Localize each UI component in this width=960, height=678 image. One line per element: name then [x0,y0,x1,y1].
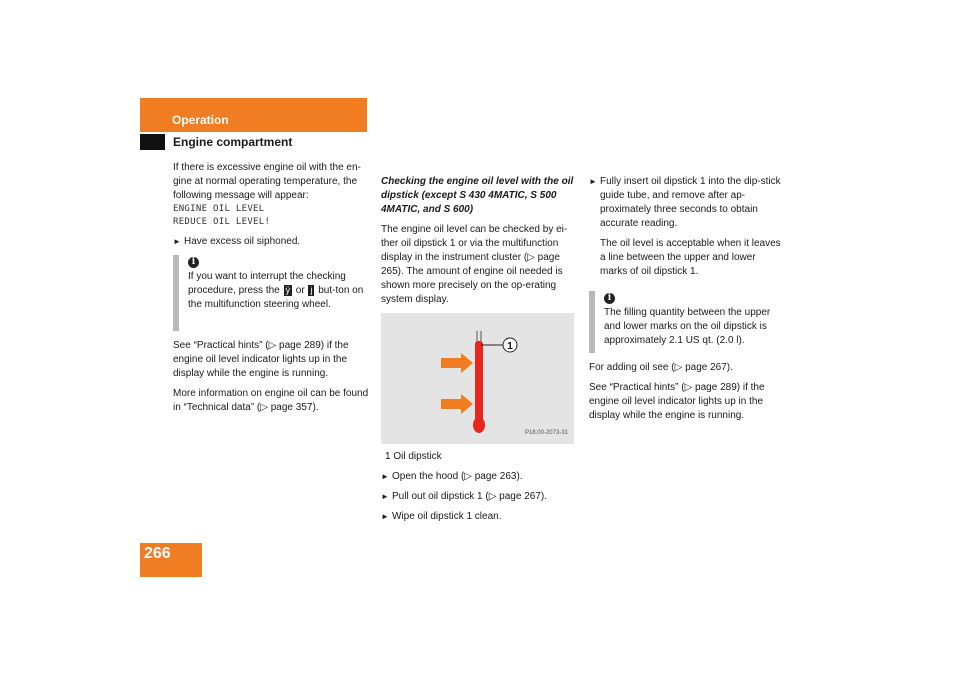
bullet-text: Wipe oil dipstick 1 clean. [392,511,502,522]
dipstick-illustration [381,313,574,444]
column-2 [381,175,576,524]
note-text-pre: If you want to interrupt the checking procedure, press the [188,271,346,296]
bullet-arrow-icon: ► [173,237,181,246]
dipstick-intro-text: The engine oil level can be checked by ei-ther oil dipstick 1 or via the multifunction display in the instrument cluster (▷ page 265). The amount of engine oil needed is shown more precisely on the op-erating system display. [381,224,568,305]
subsection-title: Engine compartment [173,135,293,149]
bullet-item [381,490,576,504]
practical-hints-text: See “Practical hints” (▷ page 289) if the engine oil level indicator lights up in the display while the engine is running. [173,340,349,379]
intro-text: If there is excessive engine oil with the en-gine at normal operating temperature, the following message will appear: [173,162,361,201]
bullet-text: Pull out oil dipstick 1 (▷ page 267). [392,491,547,502]
header-marker [140,134,165,150]
section-title: Operation [172,113,229,127]
bullet-arrow-icon: ► [381,492,389,501]
display-message-line1: ENGINE OIL LEVEL [173,204,265,214]
page-number: 266 [140,543,202,577]
technical-data-text: More information on engine oil can be found in “Technical data” (▷ page 357). [173,388,369,413]
info-note [589,291,781,353]
figure-caption: 1 Oil dipstick [385,451,442,462]
note-or: or [295,285,305,296]
upper-mark-arrow-icon [441,353,473,373]
column-1 [173,161,369,421]
display-message-line2: REDUCE OIL LEVEL! [173,217,271,227]
figure-code: P18.00-2073-31 [524,430,568,436]
bullet-text: Fully insert oil dipstick 1 into the dip-stick guide tube, and remove after ap-proximately three seconds to obtain accurate reading. [600,176,781,229]
bullet-item [589,175,781,285]
bullet-item [381,510,576,524]
note-text [188,270,369,312]
bullet-text: Have excess oil siphoned. [184,236,301,247]
bullet-text: Open the hood (▷ page 263). [392,471,523,482]
bullet-arrow-icon: ► [381,512,389,521]
bullet-arrow-icon: ► [589,177,597,186]
lower-mark-arrow-icon [441,394,473,414]
bullet-arrow-icon: ► [381,472,389,481]
note-text: The filling quantity between the upper and lower marks on the oil dipstick is approximately 2.1 US qt. (2.0 l). [604,307,771,346]
adding-oil-text: For adding oil see (▷ page 267). [589,362,733,373]
bullet-item [173,235,369,249]
key-back-icon: ÿ [285,285,290,295]
bullet-item [381,470,576,484]
info-note [173,255,369,331]
dipstick-shape [475,341,483,425]
bullet-continuation: The oil level is acceptable when it leaves a line between the upper and lower marks of oil dipstick 1. [600,238,781,277]
info-icon: i [188,257,199,268]
column-3 [589,175,781,429]
note-text-post: but-ton on the multifunction steering wheel. [188,285,364,310]
practical-hints-text: See “Practical hints” (▷ page 289) if the engine oil level indicator lights up in the display while the engine is running. [589,382,765,421]
key-forward-icon: j [310,285,313,295]
section-heading: Checking the engine oil level with the oil dipstick (except S 430 4MATIC, S 500 4MATIC, and S 600) [381,176,574,215]
dipstick-figure [381,313,574,444]
callout-1: 1 [507,341,513,352]
info-icon: i [604,293,615,304]
